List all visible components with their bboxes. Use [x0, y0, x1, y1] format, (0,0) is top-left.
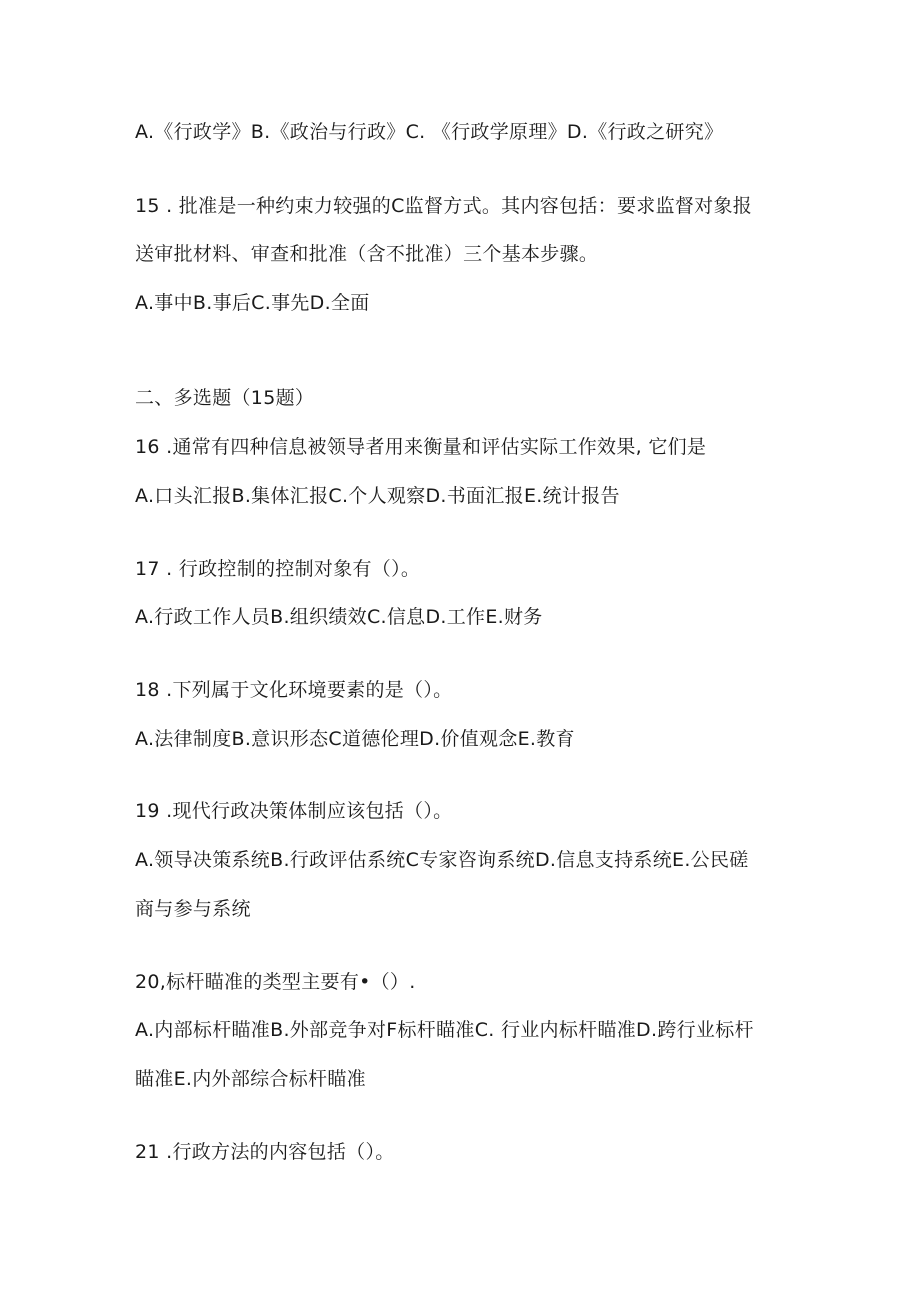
q20-options-line2: 瞄准E.内外部综合标杆瞄准 [135, 1068, 366, 1090]
q19-stem: 19 .现代行政决策体制应该包括（）。 [135, 800, 453, 822]
q16-options: A.口头汇报B.集体汇报C.个人观察D.书面汇报E.统计报告 [135, 485, 620, 507]
q20-stem: 20,标杆瞄准的类型主要有•（）. [135, 971, 416, 993]
q17-options: A.行政工作人员B.组织绩效C.信息D.工作E.财务 [135, 606, 543, 628]
q21-stem: 21 .行政方法的内容包括（）。 [135, 1141, 395, 1163]
q20-options-line1: A.内部标杆瞄准B.外部竞争对F标杆瞄准C. 行业内标杆瞄准D.跨行业标杆 [135, 1019, 754, 1041]
q16-stem: 16 .通常有四种信息被领导者用来衡量和评估实际工作效果, 它们是 [135, 436, 707, 458]
q19-options-line1: A.领导决策系统B.行政评估系统C专家咨询系统D.信息支持系统E.公民磋 [135, 849, 749, 871]
q18-options: A.法律制度B.意识形态C道德伦理D.价值观念E.教育 [135, 728, 575, 750]
q19-options-line2: 商与参与系统 [135, 898, 251, 920]
q14-options: A.《行政学》B.《政治与行政》C. 《行政学原理》D.《行政之研究》 [135, 121, 724, 143]
q15-options: A.事中B.事后C.事先D.全面 [135, 292, 370, 314]
q17-stem: 17 . 行政控制的控制对象有（）。 [135, 558, 421, 580]
q15-stem-line1: 15 . 批准是一种约束力较强的C监督方式。其内容包括：要求监督对象报 [135, 195, 753, 217]
section-heading: 二、多选题（15题） [135, 387, 315, 409]
q15-stem-line2: 送审批材料、审查和批准（含不批准）三个基本步骤。 [135, 243, 599, 265]
q18-stem: 18 .下列属于文化环境要素的是（）。 [135, 679, 453, 701]
